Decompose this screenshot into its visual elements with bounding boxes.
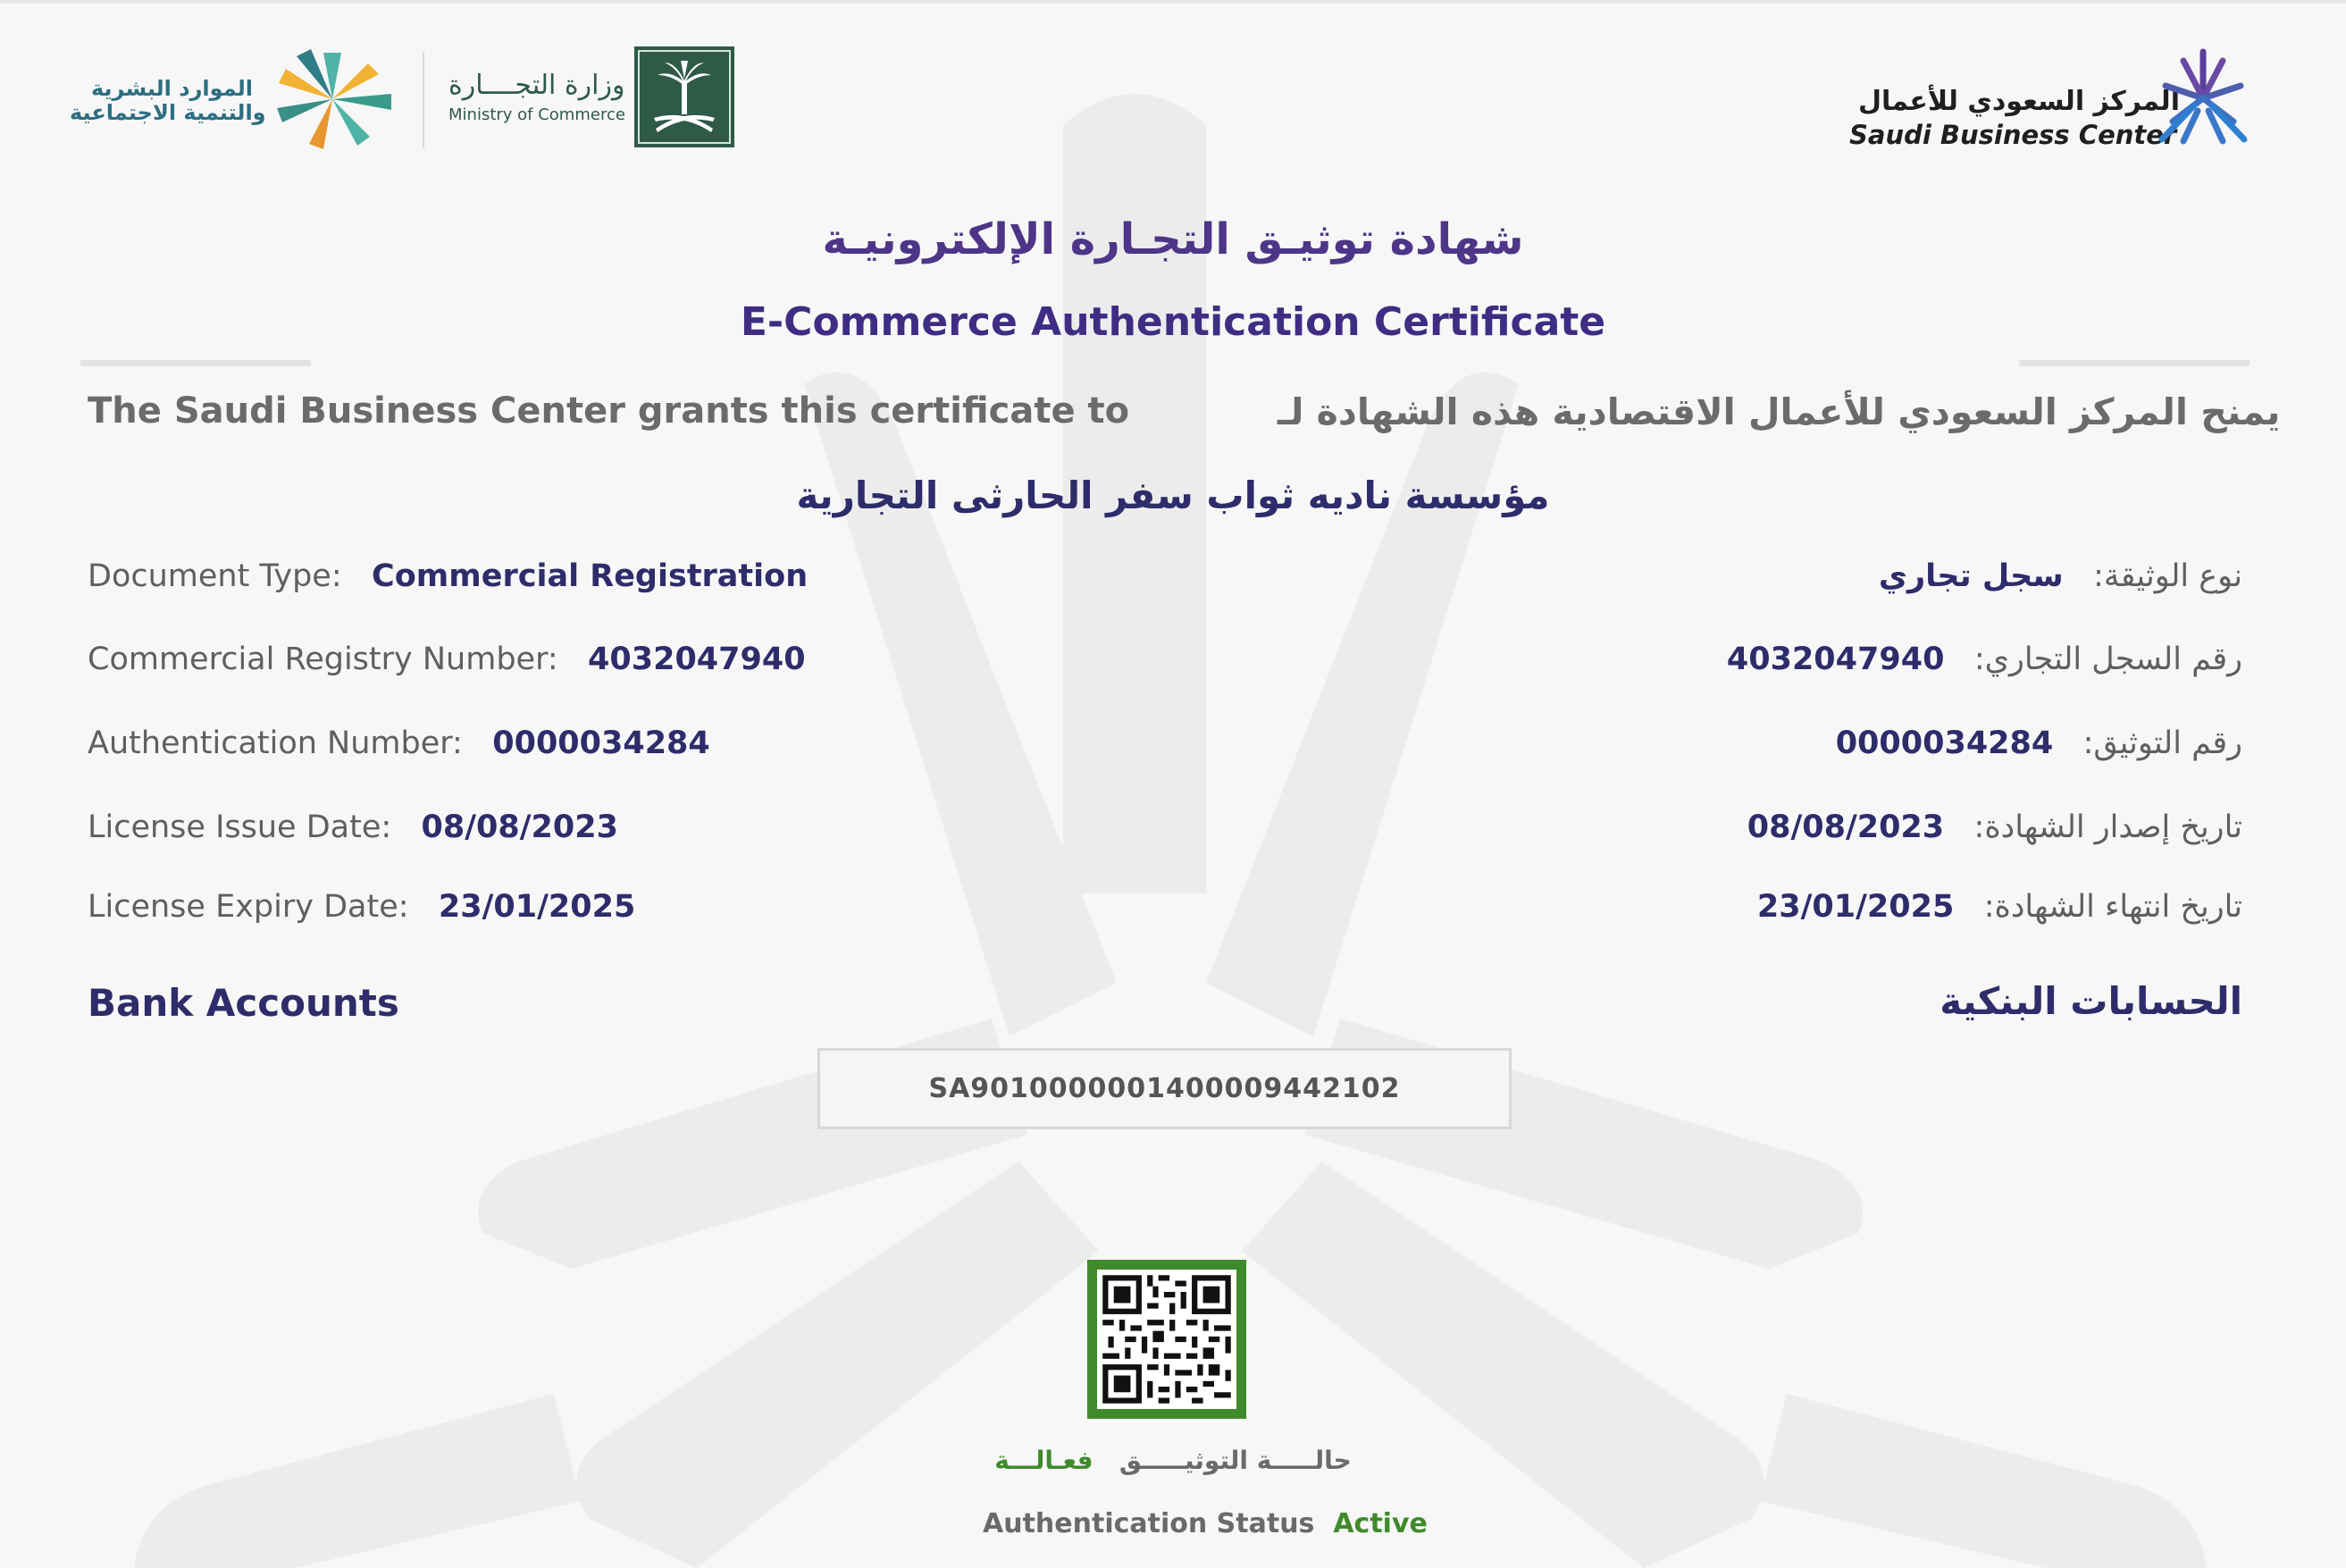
field-document-type-ar bbox=[1519, 558, 2242, 594]
field-registry-number-ar bbox=[1519, 641, 2242, 677]
sbc-name-ar: المركز السعودي للأعمال bbox=[1858, 86, 2180, 117]
company-name: مؤسسة ناديه ثواب سفر الحارثى التجارية bbox=[796, 474, 1550, 517]
field-authentication-number-en bbox=[88, 725, 710, 761]
certificate-title-ar: شهادة توثيـق التجـارة الإلكترونيـة bbox=[822, 214, 1524, 264]
field-value: 0000034284 bbox=[492, 725, 710, 761]
grant-statement-ar: يمنح المركز السعودي للأعمال الاقتصادية هذه الشهادة لـ bbox=[1278, 390, 2281, 433]
moc-name-en: Ministry of Commerce bbox=[448, 105, 625, 124]
sbc-logo-icon bbox=[2151, 46, 2255, 148]
qr-code-inner bbox=[1097, 1270, 1236, 1409]
field-label: Commercial Registry Number: bbox=[88, 641, 558, 677]
field-value: Commercial Registration bbox=[372, 558, 809, 594]
hr-ministry-name-line1: الموارد البشرية bbox=[90, 76, 253, 101]
logo-separator bbox=[423, 52, 424, 148]
field-value: سجل تجاري bbox=[1878, 558, 2064, 594]
field-label: رقم التوثيق: bbox=[2082, 725, 2242, 761]
field-label: License Expiry Date: bbox=[88, 889, 409, 925]
certificate-title-en: E-Commerce Authentication Certificate bbox=[740, 299, 1606, 345]
sbc-name-en: Saudi Business Center bbox=[1849, 120, 2177, 150]
field-issue-date-ar bbox=[1519, 809, 2242, 845]
moc-emblem-icon bbox=[634, 46, 734, 147]
field-label: رقم السجل التجاري: bbox=[1973, 641, 2242, 677]
field-label: نوع الوثيقة: bbox=[2093, 558, 2242, 594]
field-label: Document Type: bbox=[88, 558, 342, 594]
moc-name-ar: وزارة التجــــارة bbox=[448, 70, 625, 101]
iban-box: SA9010000001400009442102 bbox=[817, 1048, 1512, 1129]
field-expiry-date-en bbox=[88, 889, 635, 925]
qr-code-icon bbox=[1097, 1270, 1236, 1409]
field-value: 0000034284 bbox=[1835, 725, 2054, 761]
field-issue-date-en bbox=[88, 809, 618, 845]
bank-accounts-heading-en: Bank Accounts bbox=[88, 981, 399, 1025]
hr-ministry-logo-icon bbox=[266, 49, 398, 149]
field-value: 4032047940 bbox=[588, 641, 806, 677]
bank-accounts-heading-ar: الحسابات البنكية bbox=[1940, 979, 2242, 1023]
qr-code[interactable] bbox=[1087, 1260, 1246, 1419]
status-label-ar: حالـــــة التوثيـــــق bbox=[1119, 1446, 1352, 1475]
hr-ministry-name-line2: والتنمية الاجتماعية bbox=[70, 100, 266, 125]
field-value: 08/08/2023 bbox=[1747, 809, 1945, 845]
field-label: تاريخ انتهاء الشهادة: bbox=[1983, 889, 2242, 925]
field-expiry-date-ar bbox=[1519, 889, 2242, 925]
field-value: 08/08/2023 bbox=[421, 809, 618, 845]
title-divider-left bbox=[80, 360, 311, 366]
field-label: تاريخ إصدار الشهادة: bbox=[1973, 809, 2242, 845]
status-value-ar: فعـالـــة bbox=[994, 1446, 1093, 1475]
grant-statement-en: The Saudi Business Center grants this certificate to bbox=[88, 390, 1130, 432]
field-value: 23/01/2025 bbox=[1756, 889, 1955, 925]
field-authentication-number-ar bbox=[1519, 725, 2242, 761]
status-value-en: Active bbox=[1333, 1508, 1428, 1539]
field-value: 23/01/2025 bbox=[438, 889, 636, 925]
field-registry-number-en bbox=[88, 641, 806, 677]
field-value: 4032047940 bbox=[1726, 641, 1945, 677]
field-label: Authentication Number: bbox=[88, 725, 463, 761]
status-label-en: Authentication Status bbox=[983, 1508, 1315, 1539]
title-divider-right bbox=[2019, 360, 2250, 366]
authentication-status-ar bbox=[983, 1446, 1363, 1475]
authentication-status-en bbox=[983, 1508, 1428, 1539]
field-document-type-en bbox=[88, 558, 808, 594]
field-label: License Issue Date: bbox=[88, 809, 392, 845]
